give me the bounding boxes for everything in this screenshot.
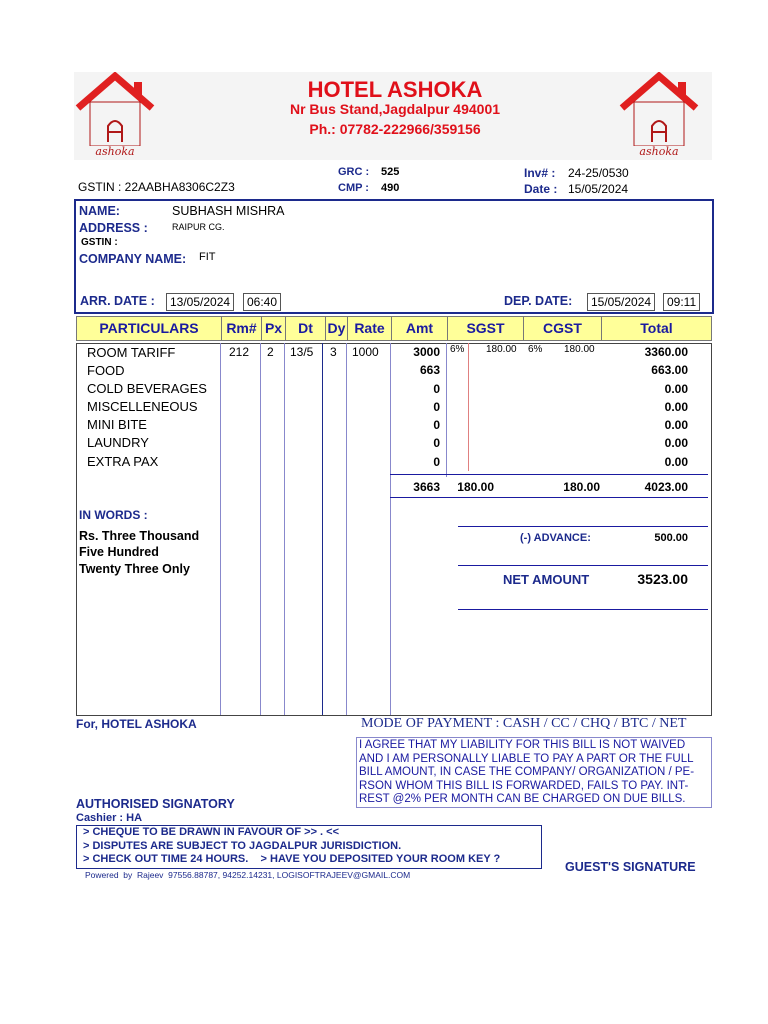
pax-count: 2	[267, 345, 274, 359]
departure-time: 09:11	[663, 293, 700, 311]
departure-label: DEP. DATE:	[504, 294, 573, 308]
in-words-line: Rs. Three Thousand	[79, 529, 200, 543]
company-label: COMPANY NAME:	[79, 252, 187, 266]
col-divider	[390, 343, 391, 715]
item-total: 0.00	[664, 436, 688, 450]
item-amount: 3000	[413, 345, 440, 359]
item-name: MISCELLENEOUS	[87, 399, 198, 414]
grc-value: 525	[381, 166, 400, 178]
mode-of-payment: MODE OF PAYMENT : CASH / CC / CHQ / BTC / NET	[361, 716, 687, 731]
sgst-percent: 6%	[450, 344, 465, 355]
departure-date: 15/05/2024	[587, 293, 655, 311]
col-divider	[260, 343, 261, 715]
totals-rule	[390, 474, 708, 475]
item-amount: 0	[433, 455, 440, 469]
col-divider	[220, 343, 221, 715]
in-words-line: Five Hundred	[79, 545, 159, 559]
summary-rule	[458, 565, 708, 566]
days-count: 3	[330, 345, 337, 359]
col-pax: Px	[261, 317, 285, 340]
guest-gstin-label: GSTIN :	[81, 237, 118, 248]
agreement-line: I AGREE THAT MY LIABILITY FOR THIS BILL IS NOT WAIVED	[359, 739, 686, 751]
summary-rule	[458, 609, 708, 610]
powered-by: Powered by Rajeev 97556.88787, 94252.14231, LOGISOFTRAJEEV@GMAIL.COM	[85, 870, 411, 880]
arrival-time: 06:40	[243, 293, 281, 311]
item-name: MINI BITE	[87, 417, 147, 432]
item-amount: 0	[433, 382, 440, 396]
net-amount: 3523.00	[637, 571, 688, 587]
invoice-number: 24-25/0530	[568, 166, 629, 180]
hotel-name: HOTEL ASHOKA	[307, 77, 483, 102]
company-name: FIT	[199, 251, 216, 263]
guest-signature: GUEST'S SIGNATURE	[565, 860, 696, 874]
item-amount: 0	[433, 418, 440, 432]
total-cgst: 180.00	[563, 480, 600, 494]
guest-address: RAIPUR CG.	[172, 222, 225, 232]
liability-agreement	[356, 737, 712, 808]
hotel-address: Nr Bus Stand,Jagdalpur 494001	[289, 101, 501, 117]
item-total: 0.00	[664, 455, 688, 469]
col-days: Dy	[325, 317, 347, 340]
hotel-logo-right	[618, 72, 700, 160]
table-header	[76, 316, 712, 341]
item-amount: 663	[419, 363, 440, 377]
item-total: 0.00	[664, 382, 688, 396]
condition-line: > CHEQUE TO BE DRAWN IN FAVOUR OF >> . <<	[83, 826, 340, 838]
item-name: LAUNDRY	[87, 435, 149, 450]
sgst-divider	[468, 343, 469, 471]
total-sgst: 180.00	[457, 480, 494, 494]
item-name: FOOD	[87, 363, 125, 378]
col-total: Total	[601, 317, 711, 340]
advance-amount: 500.00	[654, 532, 688, 544]
grand-total: 4023.00	[644, 480, 688, 494]
hotel-logo-left	[74, 72, 156, 160]
authorised-signatory: AUTHORISED SIGNATORY	[76, 797, 235, 811]
agreement-line: RSON WHOM THIS BILL IS FORWARDED, FAILS TO PAY. INT-	[359, 779, 689, 792]
grc-label: GRC :	[338, 166, 370, 178]
agreement-line: REST @2% PER MONTH CAN BE CHARGED ON DUE BILLS.	[359, 793, 686, 805]
date-label: Date :	[524, 182, 558, 196]
guest-name: SUBHASH MISHRA	[172, 204, 285, 218]
for-hotel: For, HOTEL ASHOKA	[76, 717, 197, 731]
total-amount: 3663	[413, 480, 440, 494]
col-room: Rm#	[221, 317, 261, 340]
col-divider	[322, 343, 323, 715]
col-date: Dt	[285, 317, 325, 340]
cashier: Cashier : HA	[76, 812, 143, 824]
invoice-label: Inv# :	[524, 166, 556, 180]
condition-line: > DISPUTES ARE SUBJECT TO JAGDALPUR JURISDICTION.	[83, 839, 402, 852]
item-amount: 0	[433, 436, 440, 450]
name-label: NAME:	[79, 204, 120, 218]
col-rate: Rate	[347, 317, 391, 340]
in-words-label: IN WORDS :	[79, 508, 148, 522]
item-amount: 0	[433, 400, 440, 414]
conditions-box	[76, 825, 542, 869]
address-label: ADDRESS :	[79, 221, 148, 235]
agreement-line: AND I AM PERSONALLY LIABLE TO PAY A PART OR THE FULL	[359, 752, 694, 765]
item-total: 0.00	[664, 400, 688, 414]
col-divider	[346, 343, 347, 715]
arrival-day: 13/5	[290, 345, 314, 359]
arrival-label: ARR. DATE :	[80, 294, 155, 308]
in-words-line: Twenty Three Only	[79, 562, 190, 576]
item-name: COLD BEVERAGES	[87, 381, 207, 396]
invoice-date: 15/05/2024	[568, 182, 629, 196]
totals-rule	[390, 497, 708, 498]
item-total: 663.00	[651, 363, 688, 377]
hotel-phone: Ph.: 07782-222966/359156	[309, 121, 481, 137]
item-total: 3360.00	[644, 345, 688, 359]
col-particulars: PARTICULARS	[99, 320, 199, 336]
sgst-amount: 180.00	[486, 344, 517, 355]
col-divider	[446, 343, 447, 477]
gstin: GSTIN : 22AABHA8306C2Z3	[78, 180, 235, 194]
logo-text: ashoka	[639, 145, 679, 158]
col-divider	[284, 343, 285, 715]
logo-text: ashoka	[95, 145, 135, 158]
room-number: 212	[229, 345, 250, 359]
col-amt: Amt	[391, 317, 447, 340]
agreement-line: BILL AMOUNT, IN CASE THE COMPANY/ ORGANIZATION / PE-	[359, 766, 695, 778]
cmp-label: CMP :	[338, 182, 369, 194]
arrival-date: 13/05/2024	[166, 293, 234, 311]
item-name: EXTRA PAX	[87, 454, 159, 469]
col-cgst: CGST	[523, 317, 601, 340]
condition-line: > CHECK OUT TIME 24 HOURS. > HAVE YOU DEPOSITED YOUR ROOM KEY ?	[83, 853, 501, 865]
cgst-amount: 180.00	[564, 344, 595, 355]
net-amount-label: NET AMOUNT	[503, 572, 590, 587]
room-rate: 1000	[352, 345, 379, 359]
advance-label: (-) ADVANCE:	[520, 532, 591, 544]
col-sgst: SGST	[447, 317, 523, 340]
item-name: ROOM TARIFF	[87, 345, 176, 360]
cgst-percent: 6%	[528, 344, 543, 355]
summary-rule	[458, 526, 708, 527]
item-total: 0.00	[664, 418, 688, 432]
cmp-value: 490	[381, 182, 400, 194]
